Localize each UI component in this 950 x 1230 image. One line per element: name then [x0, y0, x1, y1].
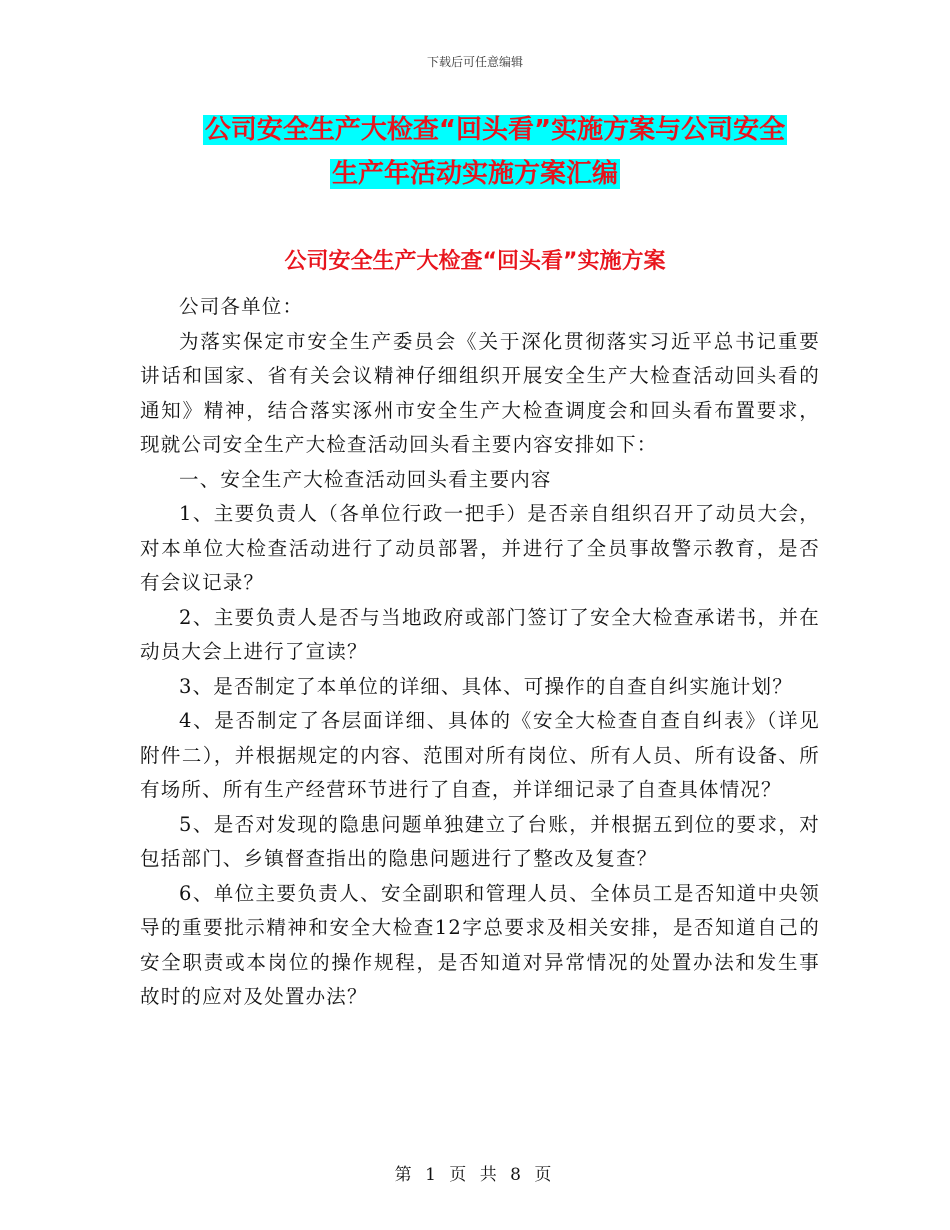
paragraph-item-2: 2、主要负责人是否与当地政府或部门签订了安全大检查承诺书，并在动员大会上进行了宣读？ — [140, 605, 820, 663]
header-note: 下载后可任意编辑 — [426, 55, 523, 69]
paragraph-heading-1: 一、安全生产大检查活动回头看主要内容 — [179, 467, 552, 491]
page-footer: 第 1 页 共 8 页 — [394, 1165, 556, 1185]
paragraph-item-3: 3、是否制定了本单位的详细、具体、可操作的自查自纠实施计划？ — [179, 674, 793, 698]
paragraph-item-1: 1、主要负责人（各单位行政一把手）是否亲自组织召开了动员大会，对本单位大检查活动进行了动员部署，并进行了全员事故警示教育，是否有会议记录？ — [140, 502, 820, 594]
section-title: 公司安全生产大检查“回头看”实施方案 — [284, 249, 666, 274]
document-title-line-1-text: 公司安全生产大检查“回头看”实施方案与公司安全 — [204, 115, 786, 145]
paragraph-intro: 为落实保定市安全生产委员会《关于深化贯彻落实习近平总书记重要讲话和国家、省有关会议精神仔细组织开展安全生产大检查活动回头看的通知》精神，结合落实涿州市安全生产大检查调度会和回头看布置要求，现就公司安全生产大检查活动回头看主要内容安排如下： — [140, 329, 820, 456]
document-title-line-2 — [0, 154, 950, 194]
document-title-line-2-text: 生产年活动实施方案汇编 — [331, 159, 618, 189]
document-title-line-1 — [0, 110, 950, 150]
paragraph-salutation: 公司各单位： — [179, 295, 304, 318]
paragraph-item-4: 4、是否制定了各层面详细、具体的《安全大检查自查自纠表》（详见附件二），并根据规定的内容、范围对所有岗位、所有人员、所有设备、所有场所、所有生产经营环节进行了自查，并详细记录了自查具体情况？ — [140, 709, 820, 801]
paragraph-item-5: 5、是否对发现的隐患问题单独建立了台账，并根据五到位的要求，对包括部门、乡镇督查指出的隐患问题进行了整改及复查？ — [140, 812, 820, 870]
document-body — [140, 290, 820, 1015]
paragraph-item-6: 6、单位主要负责人、安全副职和管理人员、全体员工是否知道中央领导的重要批示精神和安全大检查12字总要求及相关安排，是否知道自己的安全职责或本岗位的操作规程，是否知道对异常情况的处置办法和发生事故时的应对及处置办法？ — [140, 881, 820, 1008]
